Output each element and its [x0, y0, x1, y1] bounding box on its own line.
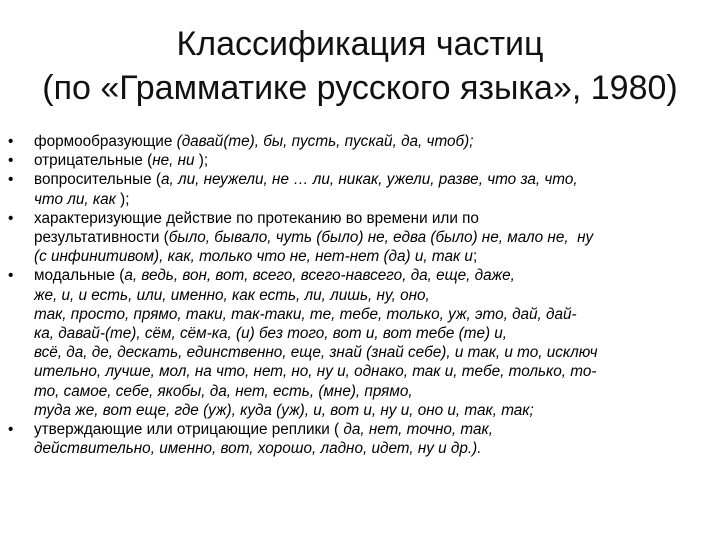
item-line [34, 151, 714, 170]
item-line [34, 209, 714, 228]
item-line [34, 401, 714, 420]
category-term: формообразующие [34, 133, 173, 150]
category-term: утверждающие или отрицающие реплики [34, 421, 330, 439]
category-term: модальные [34, 267, 115, 285]
bullet-marker: • [8, 209, 14, 227]
item-line [34, 420, 714, 439]
punctuation: ( [159, 229, 169, 247]
particle-examples: (с инфинитивом), как, только что не, нет-нет (да) и, так и [34, 248, 473, 266]
particle-examples: то, самое, себе, якобы, да, нет, есть, (мне), прямо, [34, 382, 413, 400]
category-term: вопросительные [34, 171, 152, 189]
slide-title-line-1: Классификация частиц [176, 25, 544, 63]
category-term: результативности [34, 229, 160, 247]
particle-examples: что ли, как [34, 190, 116, 208]
particle-category-item [8, 266, 714, 420]
item-line [34, 266, 714, 285]
particle-examples: туда же, вот еще, где (уж), куда (уж), и, вот и, ну и, оно и, так, так; [34, 401, 534, 419]
particle-category-item [8, 132, 714, 151]
particle-classification-list [8, 132, 714, 458]
item-line [34, 190, 714, 209]
punctuation: ( [114, 267, 125, 285]
item-line [34, 305, 714, 324]
particle-category-item [8, 170, 714, 208]
particle-category-item [8, 151, 714, 170]
particle-category-item [8, 209, 714, 267]
punctuation: ( [142, 152, 153, 170]
particle-examples: так, просто, прямо, таки, так-таки, те, тебе, только, уж, это, дай, дай- [34, 305, 577, 323]
item-line [34, 343, 714, 362]
particle-examples: всё, да, де, дескать, единственно, еще, знай (знай себе), и так, и то, исключ [34, 344, 598, 362]
item-line [34, 439, 714, 458]
particle-examples: а, ли, неужели, не … ли, никак, ужели, разве, что за, что, [161, 171, 578, 189]
particle-examples: было, бывало, чуть (было) не, едва (было) не, мало не, ну [168, 229, 594, 247]
particle-examples: ительно, лучше, мол, на что, нет, но, ну и, однако, так и, тебе, только, то- [34, 363, 597, 381]
item-line [34, 362, 714, 381]
particle-category-item [8, 420, 714, 458]
particle-examples: а, ведь, вон, вот, всего, всего-навсего, да, еще, даже, [124, 267, 515, 285]
punctuation: ; [472, 248, 478, 266]
particle-examples: ка, давай-(те), сём, сём-ка, (и) без того, вот и, вот тебе (те) и, [34, 325, 508, 343]
particle-examples: действительно, именно, вот, хорошо, ладно, идет, ну и др.). [34, 440, 482, 458]
item-line [34, 382, 714, 401]
punctuation: ( [151, 171, 161, 189]
particle-examples: же, и, и есть, или, именно, как есть, ли, лишь, ну, оно, [34, 286, 430, 304]
slide-title-line-2: (по «Грамматике русского языка», 1980) [42, 69, 678, 107]
item-line [34, 228, 714, 247]
item-line [34, 132, 714, 151]
particle-examples: да, нет, точно, так, [343, 421, 493, 439]
bullet-marker: • [8, 421, 14, 439]
bullet-marker: • [8, 171, 14, 189]
particle-examples: не, ни [152, 152, 195, 170]
punctuation: ); [194, 152, 209, 170]
bullet-marker: • [8, 152, 14, 170]
item-line [34, 170, 714, 189]
category-term: характеризующие действие по протеканию во времени или по [34, 209, 479, 227]
punctuation: ); [115, 190, 130, 208]
item-line [34, 324, 714, 343]
slide-title [0, 22, 720, 110]
item-line [34, 247, 714, 266]
item-line [34, 286, 714, 305]
category-term: отрицательные [34, 152, 143, 170]
bullet-marker: • [8, 133, 14, 150]
bullet-marker: • [8, 267, 14, 285]
punctuation: ( [329, 421, 344, 439]
particle-examples: (давай(те), бы, пусть, пускай, да, чтоб); [172, 133, 474, 150]
